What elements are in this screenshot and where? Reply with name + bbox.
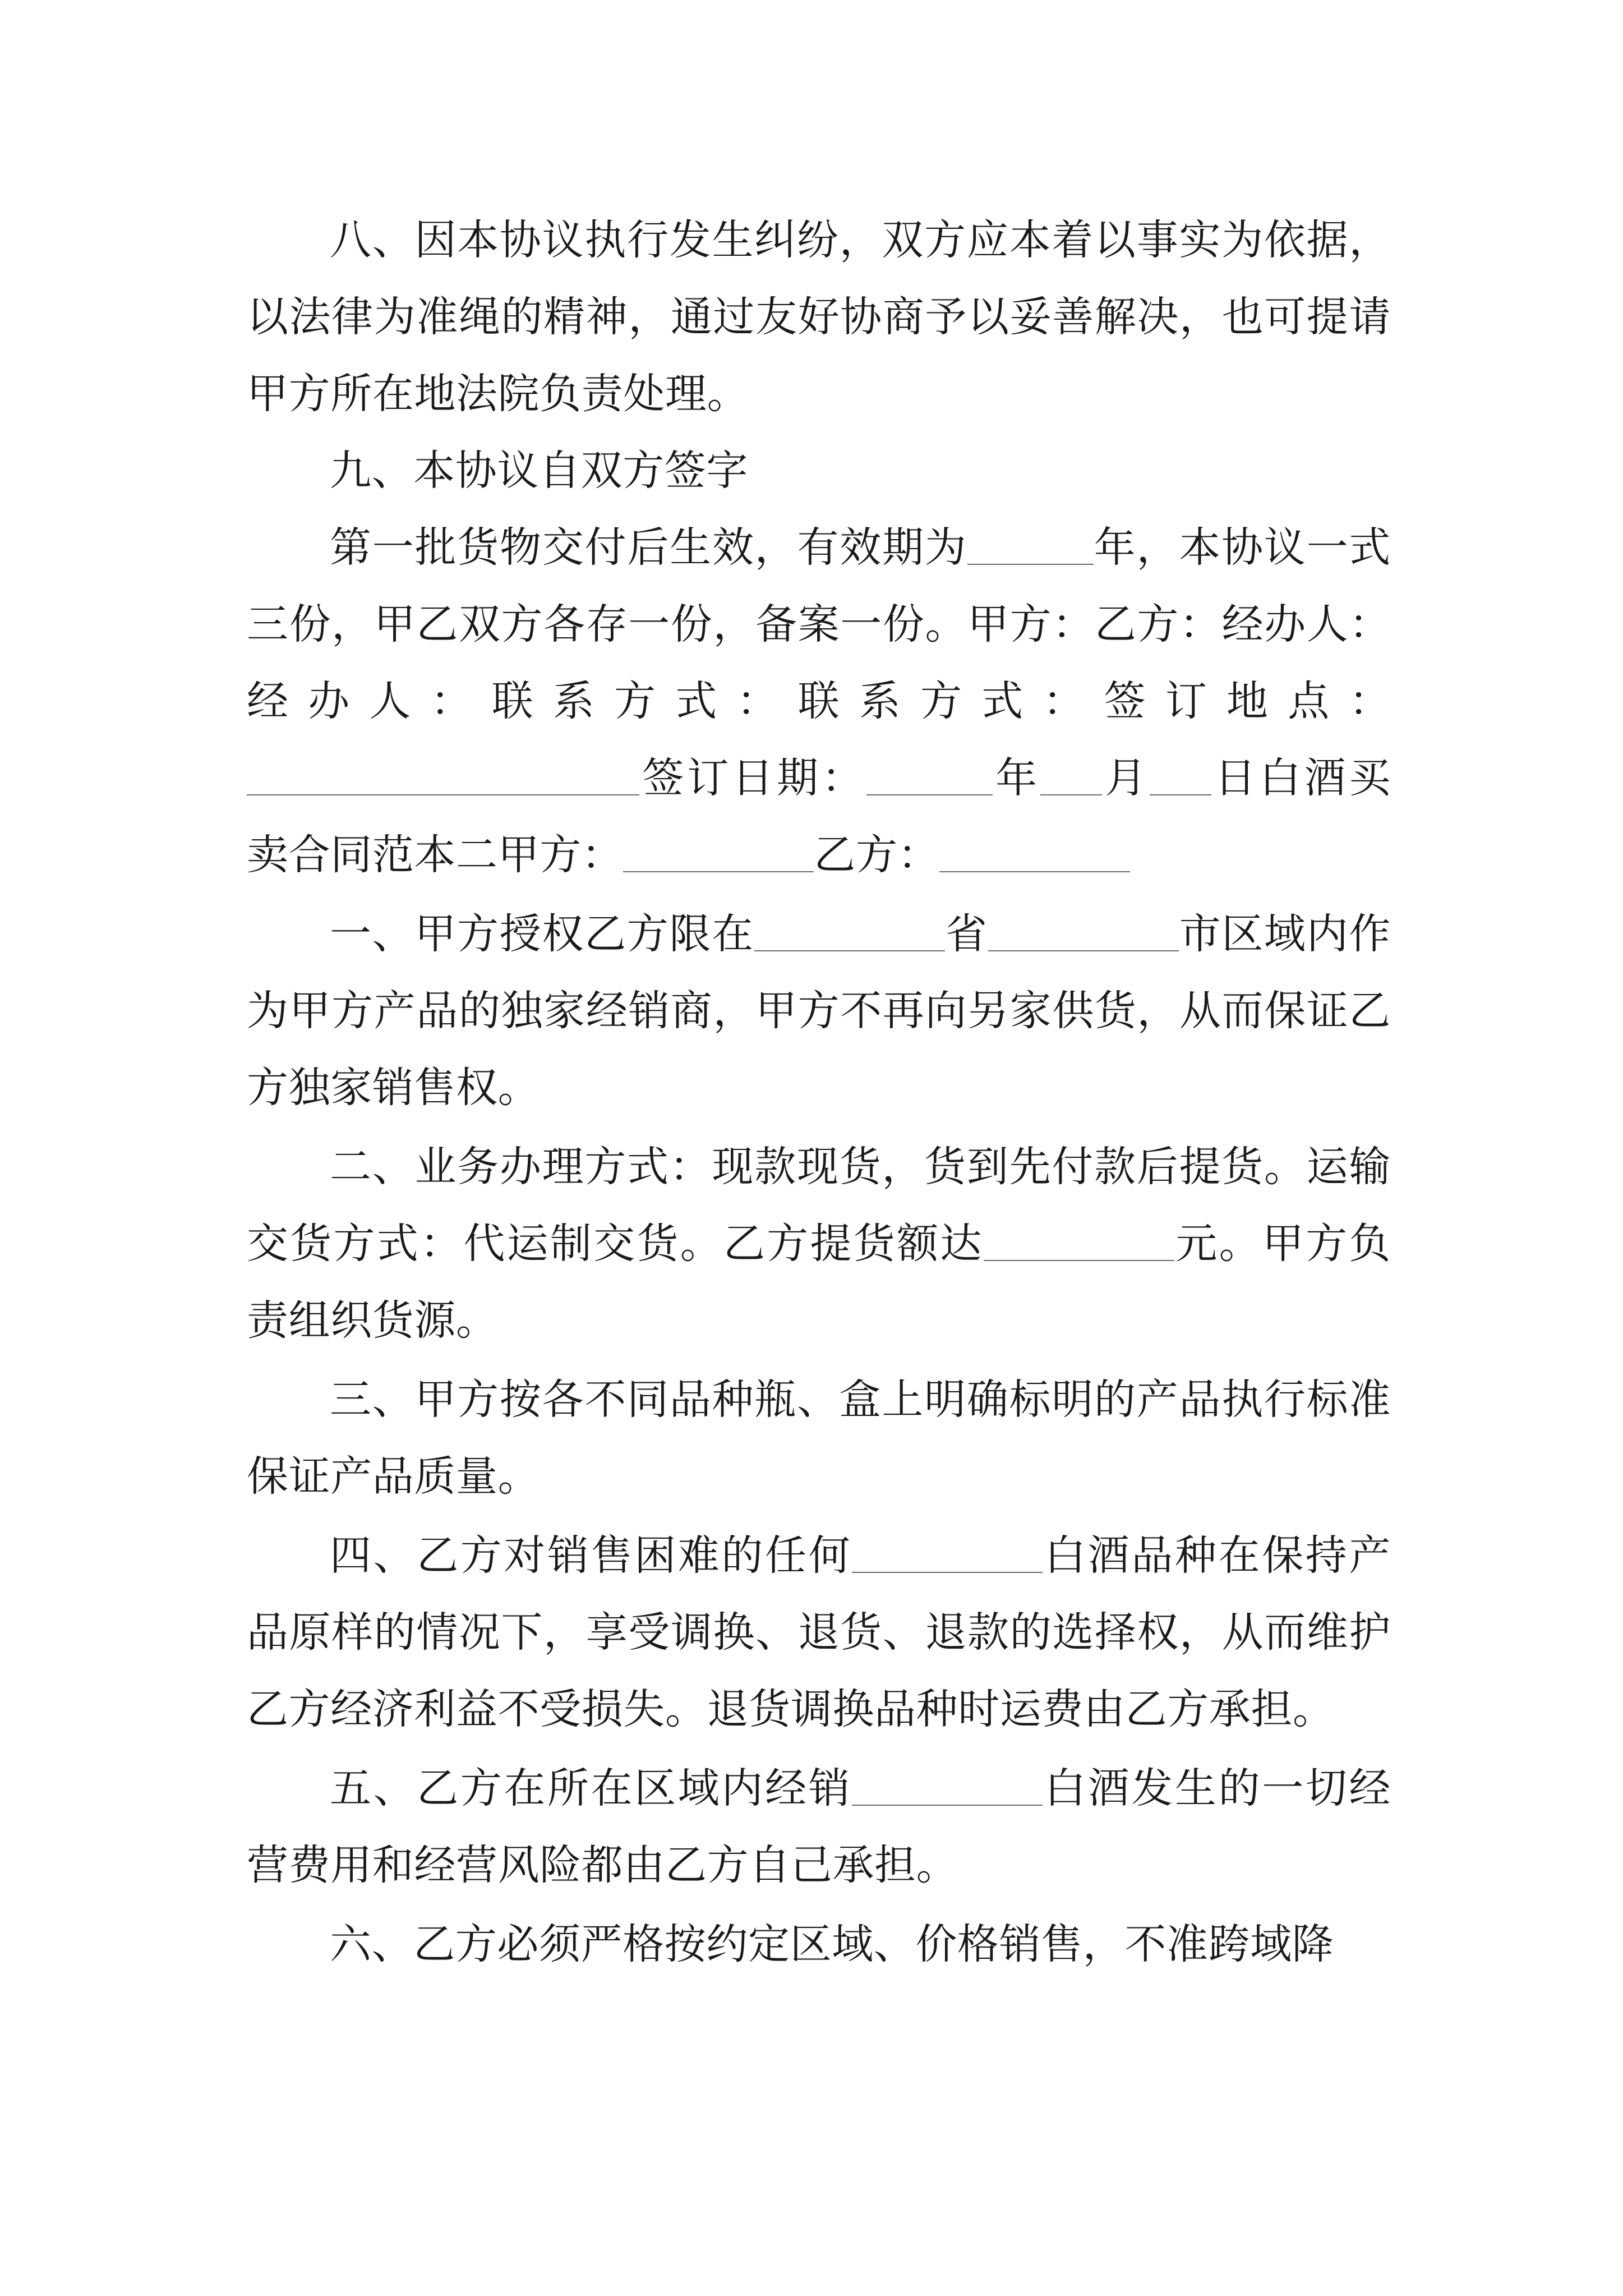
copies-and-parties-text: 年，本协议一式三份，甲乙双方各存一份，备案一份。甲方：乙方：经办人：经办人：联系方式：联系方式：签订地点： xyxy=(247,523,1391,725)
month-label: 月 xyxy=(1102,754,1150,802)
clause-2-text-a: 二、业务办理方式：现款现货，货到先付款后提货。运输交货方式：代运制交货。乙方提货额达 xyxy=(247,1143,1391,1268)
signing-month-blank xyxy=(1040,755,1102,795)
effective-and-signature-block xyxy=(247,509,1391,894)
document-page xyxy=(247,202,1391,1983)
clause-6 xyxy=(247,1906,1391,1983)
party-a-blank xyxy=(623,832,814,872)
signing-year-blank xyxy=(866,755,993,795)
clause-1-text-a: 一、甲方授权乙方限在 xyxy=(330,910,754,958)
clause-8-text: 八、因本协议执行发生纠纷，双方应本着以事实为依据，以法律为准绳的精神，通过友好协商予以妥善解决，也可提请甲方所在地法院负责处理。 xyxy=(247,216,1391,418)
liquor-variety-blank xyxy=(852,1533,1043,1573)
clause-8 xyxy=(247,202,1391,432)
province-label: 省 xyxy=(944,910,988,958)
clause-5-text-a: 五、乙方在所在区域内经销 xyxy=(330,1764,852,1812)
signing-place-blank xyxy=(247,755,639,795)
clause-9 xyxy=(247,432,1391,509)
clause-4-text-b: 白酒品种在保持产品原样的情况下，享受调换、退货、退款的选择权，从而维护乙方经济利益不受损失。退货调换品种时运费由乙方承担。 xyxy=(247,1531,1391,1733)
signing-date-label: 签订日期： xyxy=(639,754,866,802)
pickup-amount-blank xyxy=(984,1221,1174,1261)
city-blank xyxy=(988,911,1179,951)
day-and-template-two-text: 日白酒买卖合同范本二甲方： xyxy=(247,754,1391,879)
clause-6-text: 六、乙方必须严格按约定区域、价格销售，不准跨域降 xyxy=(330,1920,1334,1968)
province-blank xyxy=(754,911,945,951)
clause-2-text-b: 元。甲方负责组织货源。 xyxy=(247,1220,1391,1345)
clause-5 xyxy=(247,1750,1391,1904)
clause-9-text: 九、本协议自双方签字 xyxy=(330,447,748,495)
year-label: 年 xyxy=(992,754,1041,802)
clause-3-text: 三、甲方按各不同品种瓶、盒上明确标明的产品执行标准保证产品质量。 xyxy=(247,1375,1391,1501)
distributed-liquor-blank xyxy=(852,1765,1043,1806)
clause-4-text-a: 四、乙方对销售困难的任何 xyxy=(330,1531,852,1580)
clause-3 xyxy=(247,1361,1391,1515)
effective-text: 第一批货物交付后生效，有效期为 xyxy=(330,523,967,572)
validity-years-blank xyxy=(967,524,1094,565)
clause-2 xyxy=(247,1129,1391,1359)
party-b-blank xyxy=(939,832,1130,872)
clause-1-text-b: 市区域内作为甲方产品的独家经销商，甲方不再向另家供货，从而保证乙方独家销售权。 xyxy=(247,910,1391,1112)
party-b-label: 乙方： xyxy=(814,831,940,879)
clause-1 xyxy=(247,896,1391,1126)
signing-day-blank xyxy=(1150,755,1211,795)
clause-5-text-b: 白酒发生的一切经营费用和经营风险都由乙方自己承担。 xyxy=(247,1764,1391,1889)
clause-4 xyxy=(247,1517,1391,1748)
